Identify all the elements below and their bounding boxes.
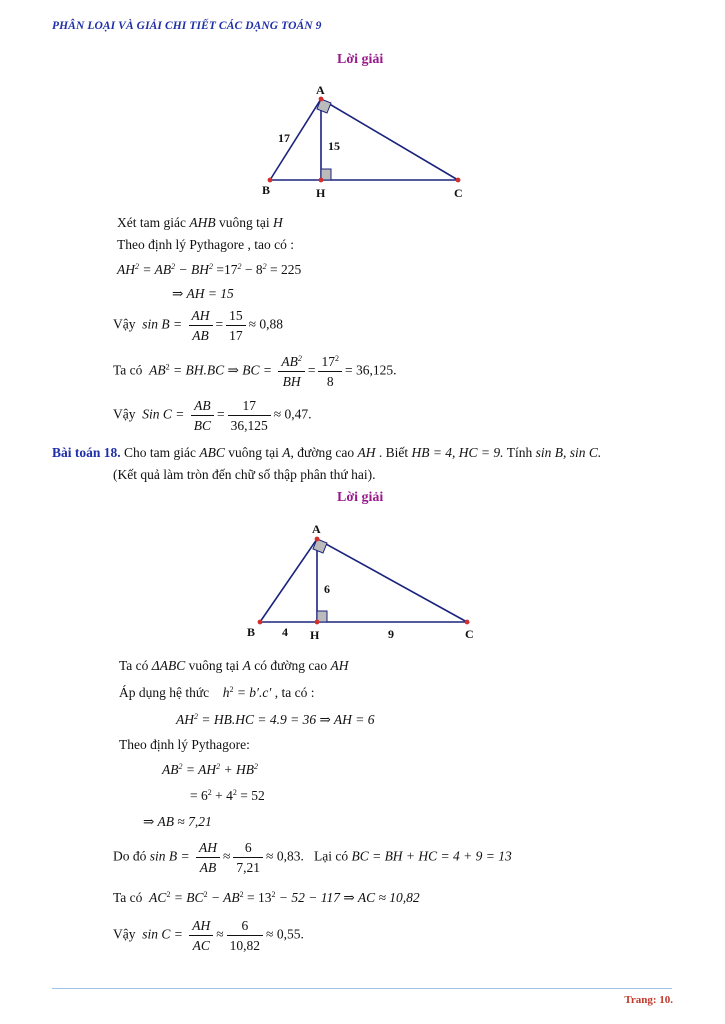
sol2-line7: ⇒ AB ≈ 7,21 — [143, 814, 212, 829]
solution-title-2: Lời giải — [337, 490, 384, 505]
sol1-line6: Ta có $AB^2 = BH.BC$ ⇒ BC = $\frac{AB^2}{BH}$ = $\frac{17^2}{8}$ = 36,125. — [113, 354, 397, 389]
problem-18-note: (Kết quả làm tròn đến chữ số thập phân thứ hai). — [113, 467, 376, 482]
label-c-2: C — [465, 627, 474, 641]
sol2-line8: Do đó sin B = $\frac{AH}{AB}$ ≈ $\frac{6}{7,21}$ ≈ 0,83. Lại có BC = BH + HC = 4 + 9 = 13 — [113, 840, 512, 875]
solution-title-1: Lời giải — [337, 52, 384, 67]
triangle-abc-2 — [260, 539, 467, 622]
point-a-2 — [315, 537, 320, 542]
sol1-line3: $AH^2 = AB^2 - BH^2 =17^2 - 8^2 = 225$ — [117, 262, 302, 277]
label-a-2: A — [312, 522, 321, 536]
triangle-figure-2 — [240, 518, 490, 646]
point-b-1 — [268, 178, 273, 183]
label-b-1: B — [262, 183, 271, 197]
point-h-2 — [315, 620, 320, 625]
sol2-line5: $AB^2 = AH^2 + HB^2$ — [162, 762, 258, 777]
sol2-line4: Theo định lý Pythagore: — [119, 737, 250, 752]
point-h-1 — [319, 178, 324, 183]
problem-18-statement: Bài toán 18. Cho tam giác ABC vuông tại A, đường cao AH . Biết HB = 4, HC = 9. Tính sin B, sin C. — [52, 445, 602, 460]
sol2-line10: Vậy sin C = $\frac{AH}{AC}$ ≈ $\frac{6}{10,82}$ ≈ 0,55. — [113, 918, 304, 953]
label-h-1: H — [316, 186, 326, 200]
triangle-figure-1 — [250, 80, 480, 200]
sol1-line1: Xét tam giác AHB vuông tại H — [117, 215, 283, 230]
sol2-line2: Áp dụng hệ thức $h^2 = b'.c'$ , ta có : — [119, 685, 315, 700]
sol1-line4: ⇒ AH = 15 — [172, 286, 234, 301]
page-header: PHÂN LOẠI VÀ GIẢI CHI TIẾT CÁC DẠNG TOÁN 9 — [52, 20, 322, 32]
triangle-abc-1 — [270, 99, 458, 180]
point-c-2 — [465, 620, 470, 625]
label-bh-length: 4 — [282, 625, 288, 639]
label-ab-length: 17 — [278, 131, 290, 145]
sol2-line3: $AH^2 = HB.HC = 4.9 = 36$ ⇒ AH = 6 — [176, 712, 375, 727]
label-ah-length-2: 6 — [324, 582, 330, 596]
label-c-1: C — [454, 186, 463, 200]
sol1-line2: Theo định lý Pythagore , tao có : — [117, 237, 294, 252]
sol2-line1: Ta có ΔABC vuông tại A có đường cao AH — [119, 658, 349, 673]
footer-divider — [52, 988, 672, 989]
label-ah-length-1: 15 — [328, 139, 340, 153]
point-b-2 — [258, 620, 263, 625]
label-b-2: B — [247, 625, 256, 639]
sol2-line6: = $6^2 + 4^2 = 52$ — [190, 788, 265, 803]
label-a-1: A — [316, 83, 325, 97]
label-hc-length: 9 — [388, 627, 394, 641]
sol1-line7: Vậy Sin C = $\frac{AB}{BC}$ = $\frac{17}{36,125}$ ≈ 0,47. — [113, 398, 312, 433]
sol1-line5: Vậy sin B = $\frac{AH}{AB}$ = $\frac{15}{17}$ ≈ 0,88 — [113, 308, 284, 343]
point-c-1 — [456, 178, 461, 183]
page-number: Trang: 10. — [624, 994, 673, 1006]
label-h-2: H — [310, 628, 320, 642]
sol2-line9: Ta có $AC^2 = BC^2 - AB^2 = 13^2 - 52 - 117$ ⇒ AC ≈ 10,82 — [113, 890, 420, 905]
point-a-1 — [319, 97, 324, 102]
